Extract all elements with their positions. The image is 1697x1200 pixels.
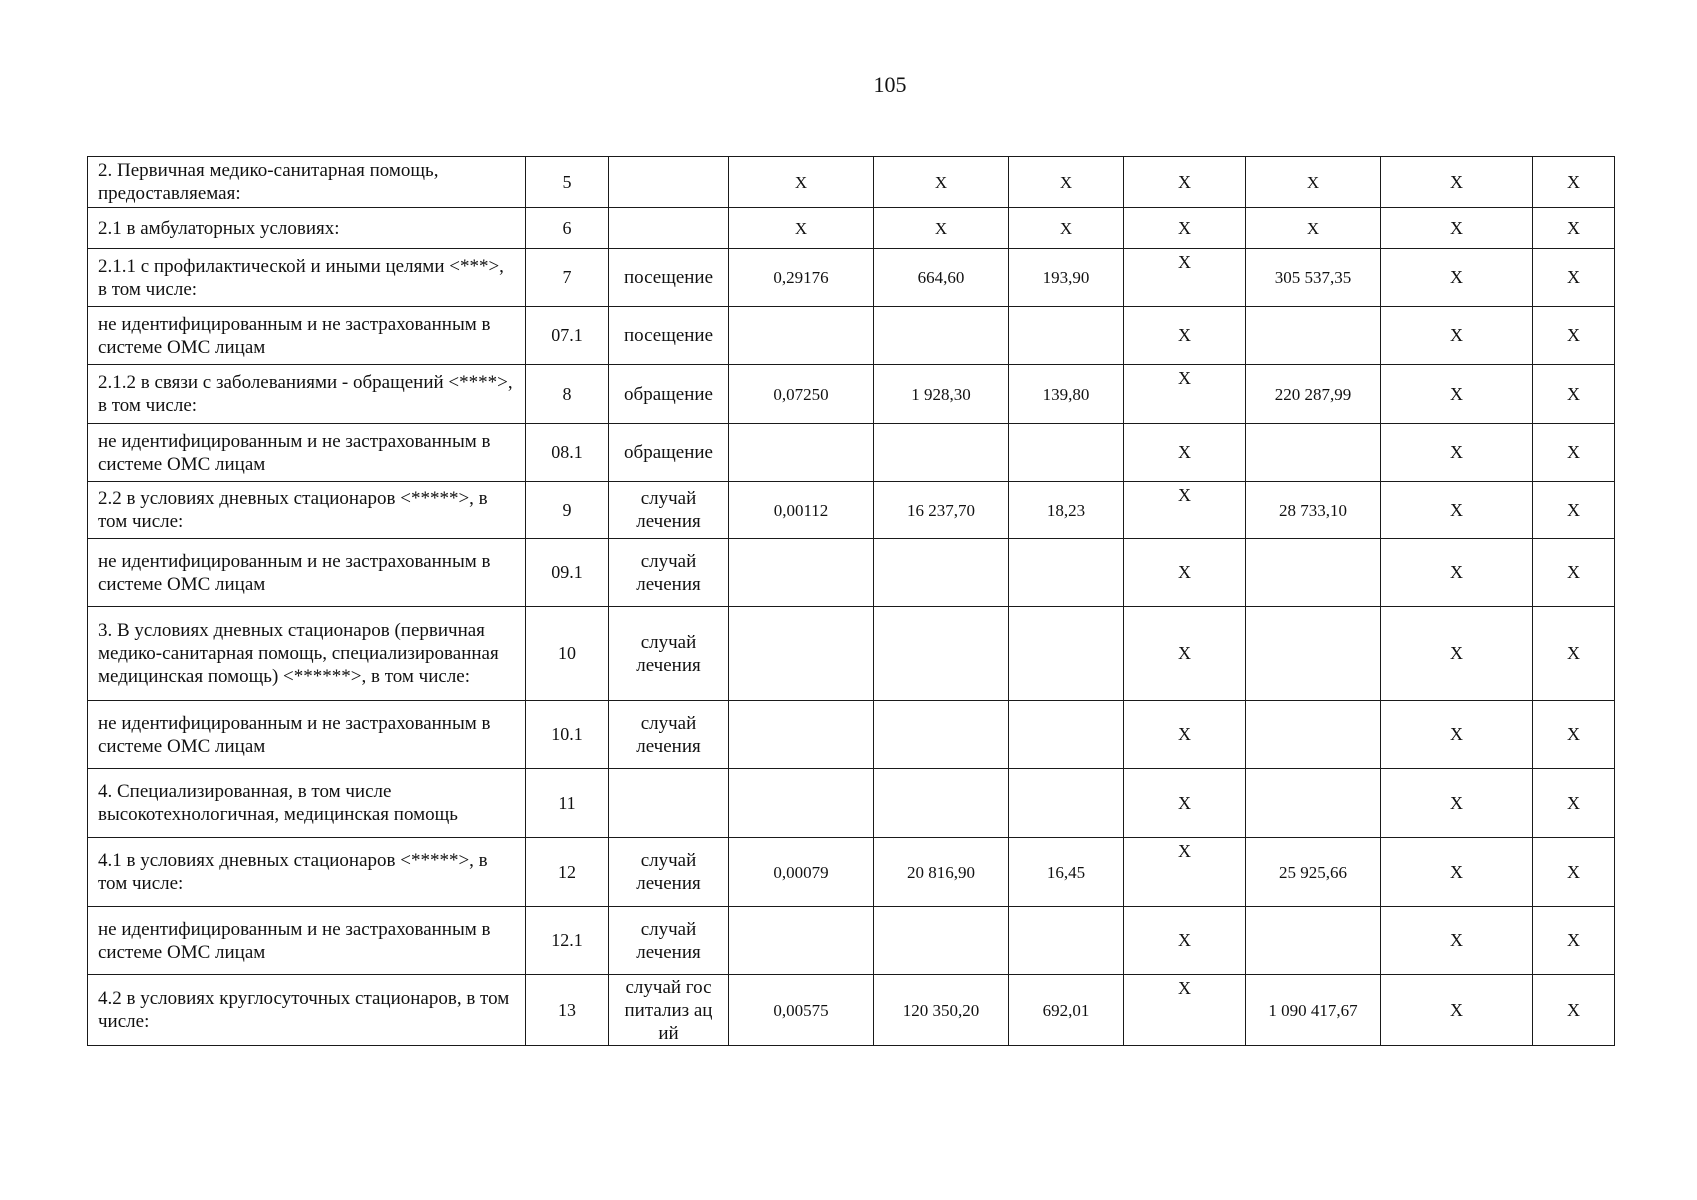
value-cell-7: X: [1533, 701, 1615, 769]
value-cell-4: X: [1124, 539, 1246, 607]
value-cell-7: X: [1533, 975, 1615, 1046]
value-cell-4: X: [1124, 157, 1246, 208]
row-name-cell: 2. Первичная медико-санитарная помощь, предоставляемая:: [88, 157, 526, 208]
row-number-cell: 8: [526, 365, 609, 424]
value-cell-5: X: [1246, 157, 1381, 208]
value-cell-3: 18,23: [1009, 482, 1124, 539]
unit-cell: [609, 157, 729, 208]
unit-cell: случай лечения: [609, 482, 729, 539]
value-cell-2: [874, 424, 1009, 482]
unit-cell: посещение: [609, 249, 729, 307]
value-cell-1: 0,00079: [729, 838, 874, 907]
medical-care-table: [87, 156, 1615, 1046]
value-cell-2: 664,60: [874, 249, 1009, 307]
value-cell-6: X: [1381, 482, 1533, 539]
value-cell-4: X: [1124, 838, 1246, 907]
value-cell-7: X: [1533, 607, 1615, 701]
value-cell-6: X: [1381, 607, 1533, 701]
value-cell-6: X: [1381, 769, 1533, 838]
value-cell-3: X: [1009, 157, 1124, 208]
row-name-cell: 2.1.1 с профилактической и иными целями <***>, в том числе:: [88, 249, 526, 307]
row-name-cell: не идентифицированным и не застрахованным в системе ОМС лицам: [88, 539, 526, 607]
value-cell-5: 28 733,10: [1246, 482, 1381, 539]
unit-cell: обращение: [609, 365, 729, 424]
value-cell-5: [1246, 607, 1381, 701]
value-cell-7: X: [1533, 157, 1615, 208]
value-cell-6: X: [1381, 424, 1533, 482]
value-cell-2: [874, 907, 1009, 975]
row-name-cell: 2.2 в условиях дневных стационаров <*****>, в том числе:: [88, 482, 526, 539]
value-cell-5: [1246, 307, 1381, 365]
unit-cell: обращение: [609, 424, 729, 482]
row-number-cell: 09.1: [526, 539, 609, 607]
value-cell-6: X: [1381, 838, 1533, 907]
value-cell-5: [1246, 424, 1381, 482]
value-cell-2: X: [874, 208, 1009, 249]
row-number-cell: 7: [526, 249, 609, 307]
unit-cell: случай лечения: [609, 539, 729, 607]
table-row: [88, 365, 1615, 424]
value-cell-5: 305 537,35: [1246, 249, 1381, 307]
unit-cell: случай госпитализ аций: [609, 975, 729, 1046]
value-cell-2: 20 816,90: [874, 838, 1009, 907]
row-number-cell: 10: [526, 607, 609, 701]
value-cell-6: X: [1381, 975, 1533, 1046]
value-cell-3: [1009, 907, 1124, 975]
value-cell-3: 193,90: [1009, 249, 1124, 307]
value-cell-7: X: [1533, 249, 1615, 307]
value-cell-5: [1246, 539, 1381, 607]
value-cell-2: [874, 701, 1009, 769]
unit-cell: посещение: [609, 307, 729, 365]
row-number-cell: 5: [526, 157, 609, 208]
value-cell-3: [1009, 701, 1124, 769]
value-cell-1: [729, 701, 874, 769]
page-number: 105: [873, 72, 907, 97]
unit-cell: случай лечения: [609, 607, 729, 701]
value-cell-2: [874, 539, 1009, 607]
unit-cell: случай лечения: [609, 701, 729, 769]
value-cell-3: [1009, 607, 1124, 701]
row-number-cell: 9: [526, 482, 609, 539]
row-number-cell: 07.1: [526, 307, 609, 365]
value-cell-6: X: [1381, 365, 1533, 424]
value-cell-7: X: [1533, 208, 1615, 249]
value-cell-1: [729, 907, 874, 975]
value-cell-2: X: [874, 157, 1009, 208]
table-row: [88, 607, 1615, 701]
row-name-cell: 2.1 в амбулаторных условиях:: [88, 208, 526, 249]
value-cell-2: 1 928,30: [874, 365, 1009, 424]
table-row: [88, 482, 1615, 539]
value-cell-1: [729, 769, 874, 838]
table-row: [88, 907, 1615, 975]
table-row: [88, 307, 1615, 365]
value-cell-3: 16,45: [1009, 838, 1124, 907]
value-cell-5: 220 287,99: [1246, 365, 1381, 424]
value-cell-6: X: [1381, 208, 1533, 249]
value-cell-2: [874, 307, 1009, 365]
table-row: [88, 249, 1615, 307]
table-row: [88, 769, 1615, 838]
value-cell-5: [1246, 769, 1381, 838]
table-body: [88, 157, 1615, 1046]
row-number-cell: 11: [526, 769, 609, 838]
unit-cell: случай лечения: [609, 907, 729, 975]
table-row: [88, 157, 1615, 208]
value-cell-2: [874, 607, 1009, 701]
table-row: [88, 838, 1615, 907]
value-cell-3: X: [1009, 208, 1124, 249]
row-number-cell: 10.1: [526, 701, 609, 769]
value-cell-3: 692,01: [1009, 975, 1124, 1046]
value-cell-1: 0,07250: [729, 365, 874, 424]
value-cell-1: 0,29176: [729, 249, 874, 307]
value-cell-7: X: [1533, 907, 1615, 975]
row-name-cell: 4. Специализированная, в том числе высокотехнологичная, медицинская помощь: [88, 769, 526, 838]
row-number-cell: 12.1: [526, 907, 609, 975]
row-name-cell: не идентифицированным и не застрахованным в системе ОМС лицам: [88, 307, 526, 365]
table-row: [88, 975, 1615, 1046]
row-name-cell: не идентифицированным и не застрахованным в системе ОМС лицам: [88, 424, 526, 482]
value-cell-4: X: [1124, 365, 1246, 424]
value-cell-6: X: [1381, 907, 1533, 975]
value-cell-5: 25 925,66: [1246, 838, 1381, 907]
table-row: [88, 424, 1615, 482]
value-cell-1: X: [729, 157, 874, 208]
value-cell-4: X: [1124, 975, 1246, 1046]
value-cell-4: X: [1124, 307, 1246, 365]
value-cell-4: X: [1124, 769, 1246, 838]
value-cell-3: [1009, 424, 1124, 482]
value-cell-7: X: [1533, 307, 1615, 365]
value-cell-5: 1 090 417,67: [1246, 975, 1381, 1046]
row-name-cell: не идентифицированным и не застрахованным в системе ОМС лицам: [88, 701, 526, 769]
value-cell-6: X: [1381, 539, 1533, 607]
value-cell-3: [1009, 769, 1124, 838]
table-row: [88, 539, 1615, 607]
value-cell-7: X: [1533, 424, 1615, 482]
value-cell-3: 139,80: [1009, 365, 1124, 424]
value-cell-4: X: [1124, 607, 1246, 701]
row-name-cell: 4.2 в условиях круглосуточных стационаров, в том числе:: [88, 975, 526, 1046]
value-cell-5: [1246, 907, 1381, 975]
value-cell-6: X: [1381, 157, 1533, 208]
value-cell-4: X: [1124, 249, 1246, 307]
value-cell-5: X: [1246, 208, 1381, 249]
value-cell-7: X: [1533, 838, 1615, 907]
value-cell-1: X: [729, 208, 874, 249]
value-cell-1: [729, 307, 874, 365]
value-cell-4: X: [1124, 208, 1246, 249]
value-cell-2: [874, 769, 1009, 838]
table-row: [88, 701, 1615, 769]
row-name-cell: не идентифицированным и не застрахованным в системе ОМС лицам: [88, 907, 526, 975]
value-cell-3: [1009, 539, 1124, 607]
value-cell-5: [1246, 701, 1381, 769]
value-cell-2: 120 350,20: [874, 975, 1009, 1046]
row-name-cell: 4.1 в условиях дневных стационаров <*****>, в том числе:: [88, 838, 526, 907]
value-cell-6: X: [1381, 307, 1533, 365]
row-number-cell: 6: [526, 208, 609, 249]
value-cell-4: X: [1124, 701, 1246, 769]
table-row: [88, 208, 1615, 249]
value-cell-4: X: [1124, 424, 1246, 482]
value-cell-1: [729, 424, 874, 482]
row-name-cell: 3. В условиях дневных стационаров (первичная медико-санитарная помощь, специализированная медицинская помощь) <******>, в том числе:: [88, 607, 526, 701]
unit-cell: [609, 769, 729, 838]
value-cell-1: 0,00575: [729, 975, 874, 1046]
value-cell-1: [729, 607, 874, 701]
row-number-cell: 12: [526, 838, 609, 907]
value-cell-1: 0,00112: [729, 482, 874, 539]
value-cell-4: X: [1124, 907, 1246, 975]
value-cell-1: [729, 539, 874, 607]
value-cell-7: X: [1533, 482, 1615, 539]
value-cell-6: X: [1381, 701, 1533, 769]
value-cell-6: X: [1381, 249, 1533, 307]
unit-cell: случай лечения: [609, 838, 729, 907]
row-number-cell: 08.1: [526, 424, 609, 482]
value-cell-7: X: [1533, 365, 1615, 424]
value-cell-7: X: [1533, 539, 1615, 607]
value-cell-2: 16 237,70: [874, 482, 1009, 539]
value-cell-3: [1009, 307, 1124, 365]
row-name-cell: 2.1.2 в связи с заболеваниями - обращений <****>, в том числе:: [88, 365, 526, 424]
unit-cell: [609, 208, 729, 249]
row-number-cell: 13: [526, 975, 609, 1046]
value-cell-4: X: [1124, 482, 1246, 539]
value-cell-7: X: [1533, 769, 1615, 838]
